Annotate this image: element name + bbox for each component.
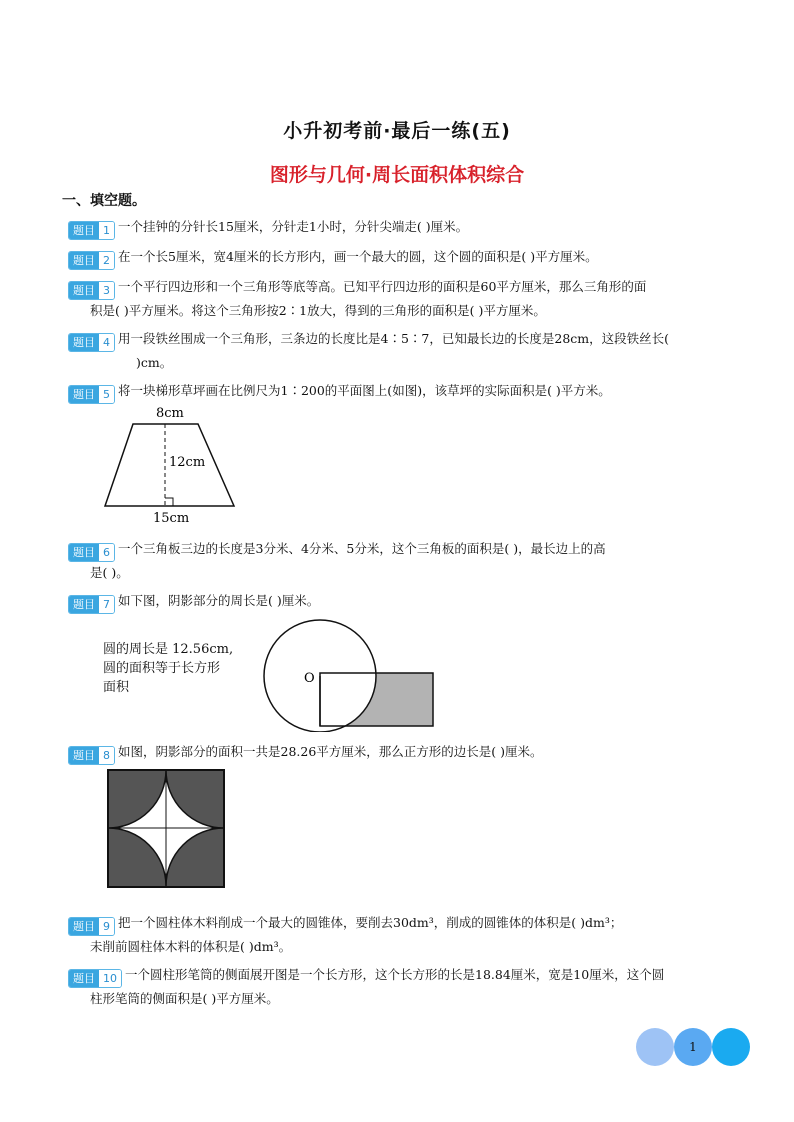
question-text-line2: )cm。 bbox=[136, 355, 173, 370]
question-2 bbox=[68, 246, 728, 270]
question-text-line2: 是( )。 bbox=[90, 565, 129, 580]
question-8 bbox=[68, 741, 728, 765]
trapezoid-top-label: 8cm bbox=[156, 406, 184, 421]
question-tag: 题目 7 bbox=[68, 595, 115, 614]
question-text: 如下图，阴影部分的周长是( )厘米。 bbox=[118, 593, 320, 608]
section-title: 一、填空题。 bbox=[62, 193, 146, 209]
question-tag: 题目 5 bbox=[68, 385, 115, 404]
question-tag: 题目 1 bbox=[68, 221, 115, 240]
question-text: 将一块梯形草坪画在比例尺为1∶200的平面图上(如图)，该草坪的实际面积是( )平方米。 bbox=[118, 383, 611, 398]
trapezoid-bottom-label: 15cm bbox=[153, 511, 190, 526]
question-tag: 题目 4 bbox=[68, 333, 115, 352]
page-number-badge bbox=[636, 1028, 756, 1068]
trapezoid-figure bbox=[96, 402, 256, 527]
question-text-line2: 柱形笔筒的侧面积是( )平方厘米。 bbox=[90, 991, 279, 1006]
question-tag: 题目 6 bbox=[68, 543, 115, 562]
circle-rectangle-figure bbox=[260, 612, 440, 732]
question-5 bbox=[68, 380, 728, 404]
question-text: 一个挂钟的分针长15厘米，分针走1小时，分针尖端走( )厘米。 bbox=[118, 219, 469, 234]
question-text: 把一个圆柱体木料削成一个最大的圆锥体，要削去30dm³，削成的圆锥体的体积是( )dm³； bbox=[118, 915, 623, 930]
question-3 bbox=[68, 276, 728, 322]
question-text-line2: 未削前圆柱体木料的体积是( )dm³。 bbox=[90, 939, 292, 954]
pager-dot-right bbox=[712, 1028, 750, 1066]
page-number: 1 bbox=[689, 1040, 697, 1054]
center-label: O bbox=[304, 671, 315, 686]
question-6 bbox=[68, 538, 728, 584]
question-tag: 题目 10 bbox=[68, 969, 122, 988]
question-text: 一个三角板三边的长度是3分米、4分米、5分米，这个三角板的面积是( )，最长边上的高 bbox=[118, 541, 606, 556]
question-1 bbox=[68, 216, 728, 240]
question-text: 一个平行四边形和一个三角形等底等高。已知平行四边形的面积是60平方厘米，那么三角形的面 bbox=[118, 279, 647, 294]
question-4 bbox=[68, 328, 728, 374]
question-text-line2: 积是( )平方厘米。将这个三角形按2∶1放大，得到的三角形的面积是( )平方厘米。 bbox=[90, 303, 546, 318]
square-quarter-circles-figure bbox=[106, 768, 226, 890]
trapezoid-height-label: 12cm bbox=[169, 455, 206, 470]
right-angle-mark bbox=[165, 498, 173, 506]
question-tag: 题目 3 bbox=[68, 281, 115, 300]
pager-dot-left bbox=[636, 1028, 674, 1066]
question-tag: 题目 2 bbox=[68, 251, 115, 270]
question-text: 在一个长5厘米，宽4厘米的长方形内，画一个最大的圆，这个圆的面积是( )平方厘米。 bbox=[118, 249, 598, 264]
question-10 bbox=[68, 964, 728, 1010]
page-title: 小升初考前·最后一练(五) bbox=[283, 120, 511, 142]
pager-dot-middle bbox=[674, 1028, 712, 1066]
question-text: 如图，阴影部分的面积一共是28.26平方厘米，那么正方形的边长是( )厘米。 bbox=[118, 744, 543, 759]
question-text: 一个圆柱形笔筒的侧面展开图是一个长方形，这个长方形的长是18.84厘米，宽是10厘米，这个圆 bbox=[125, 967, 665, 982]
page-subtitle: 图形与几何·周长面积体积综合 bbox=[269, 164, 525, 186]
question-7 bbox=[68, 590, 728, 614]
question-text: 用一段铁丝围成一个三角形，三条边的长度比是4∶5∶7，已知最长边的长度是28cm，这段铁丝长( bbox=[118, 331, 669, 346]
circle-note: 圆的周长是 12.56cm, 圆的面积等于长方形 面积 bbox=[103, 642, 234, 695]
question-tag: 题目 8 bbox=[68, 746, 115, 765]
question-9 bbox=[68, 912, 728, 958]
question-tag: 题目 9 bbox=[68, 917, 115, 936]
